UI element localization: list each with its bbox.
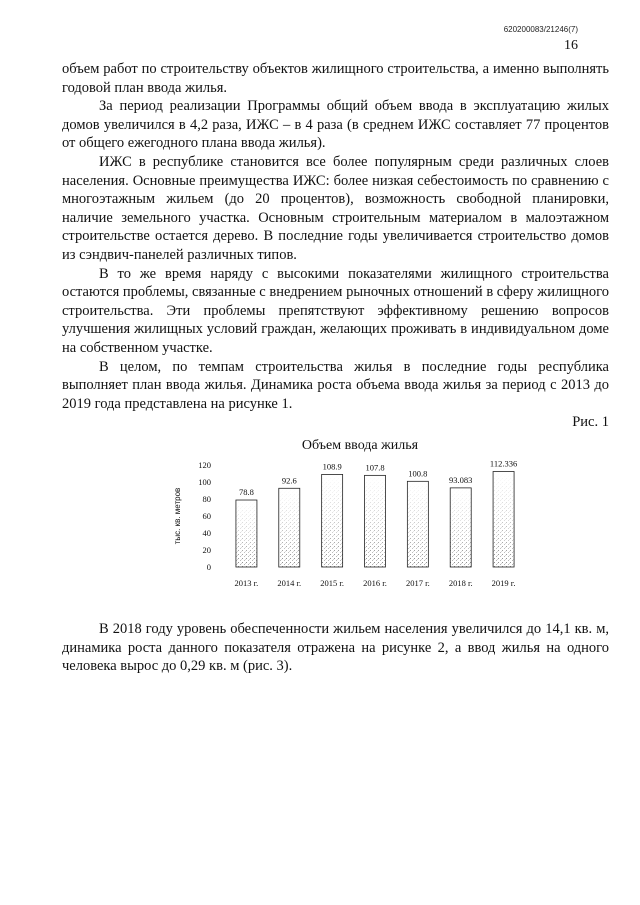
bar — [279, 488, 300, 567]
bar — [493, 472, 514, 567]
figure-label: Рис. 1 — [572, 414, 609, 431]
housing-chart — [170, 430, 550, 595]
y-tick-label: 0 — [206, 562, 211, 572]
paragraph: В то же время наряду с высокими показателями жилищного строительства остаются проблемы, связанные с внедрением рыночных отношений в сферу жилищного строительства. Эти проблемы препятствуют эффективному решению вопросов улучшения жилищных условий граждан, желающих проживать в индивидуальном доме на собственном участке. — [62, 265, 609, 356]
bar-outline — [450, 488, 471, 567]
bar — [365, 475, 386, 567]
paragraph: В целом, по темпам строительства жилья в последние годы республика выполняет план ввода жилья. Динамика роста объема ввода жилья за период с 2013 до 2019 года представлена на рисунке 1. — [62, 358, 609, 412]
bar-value-label: 92.6 — [281, 475, 297, 486]
x-tick-label: 2013 г. — [234, 578, 259, 588]
x-tick-label: 2018 г. — [448, 578, 473, 588]
y-tick-label: 100 — [198, 477, 211, 487]
chart-svg — [170, 430, 550, 595]
bar-value-label: 93.083 — [449, 474, 473, 485]
x-tick-label: 2014 г. — [277, 578, 302, 588]
paragraph: ИЖС в республике становится все более популярным среди различных слоев населения. Основные преимущества ИЖС: более низкая себестоимость по сравнению с многоэтажным жильем (до 20 процентов), возможность свободной планировки, наличие земельного участка. Основным строительным материалом в малоэтажном строительстве остается дерево. В последние годы увеличивается строительство домов из сэндвич-панелей различных типов. — [62, 153, 609, 263]
bar-outline — [407, 481, 428, 567]
paragraph: В 2018 году уровень обеспеченности жильем населения увеличился до 14,1 кв. м, динамика роста данного показателя отражена на рисунке 2, а ввод жилья на одного человека вырос до 0,29 кв. м (рис. 3). — [62, 621, 609, 675]
y-tick-label: 120 — [198, 460, 211, 470]
bar-outline — [236, 500, 257, 567]
bar-value-label: 78.8 — [238, 487, 254, 498]
bar-value-label: 100.8 — [408, 468, 428, 479]
bar-outline — [493, 472, 514, 567]
bar-value-label: 112.336 — [489, 458, 518, 469]
x-ticks — [235, 578, 516, 588]
document-code: 620200083/21246(7) — [503, 25, 578, 34]
bar-value-label: 108.9 — [322, 461, 342, 472]
y-axis-label: тыс. кв. метров — [173, 487, 182, 545]
bar — [236, 500, 257, 567]
bar-outline — [279, 488, 300, 567]
chart-title: Объем ввода жилья — [301, 438, 419, 453]
bar-outline — [322, 474, 343, 567]
bar — [322, 474, 343, 567]
y-tick-label: 60 — [202, 511, 211, 521]
bar-outline — [365, 475, 386, 567]
paragraph: За период реализации Программы общий объем ввода в эксплуатацию жилых домов увеличился в 4,2 раза, ИЖС – в 4 раза (в среднем ИЖС составляет 77 процентов от общего ежегодного плана ввода жилья). — [62, 98, 609, 152]
bar — [450, 488, 471, 567]
x-tick-label: 2015 г. — [320, 578, 345, 588]
x-tick-label: 2019 г. — [491, 578, 516, 588]
body-text — [62, 60, 609, 432]
y-axis-label-group — [173, 488, 182, 545]
paragraph: объем работ по строительству объектов жилищного строительства, а именно выполнять годовой план ввода жилья. — [62, 61, 609, 96]
x-tick-label: 2016 г. — [363, 578, 387, 588]
y-tick-label: 20 — [202, 545, 211, 555]
y-ticks — [198, 460, 211, 572]
page-number: 16 — [564, 38, 578, 53]
x-tick-label: 2017 г. — [405, 578, 430, 588]
bars — [236, 472, 514, 567]
y-tick-label: 80 — [202, 494, 211, 504]
bar — [407, 481, 428, 567]
y-tick-label: 40 — [202, 528, 211, 538]
bar-value-label: 107.8 — [365, 462, 385, 473]
closing-text — [62, 620, 609, 676]
